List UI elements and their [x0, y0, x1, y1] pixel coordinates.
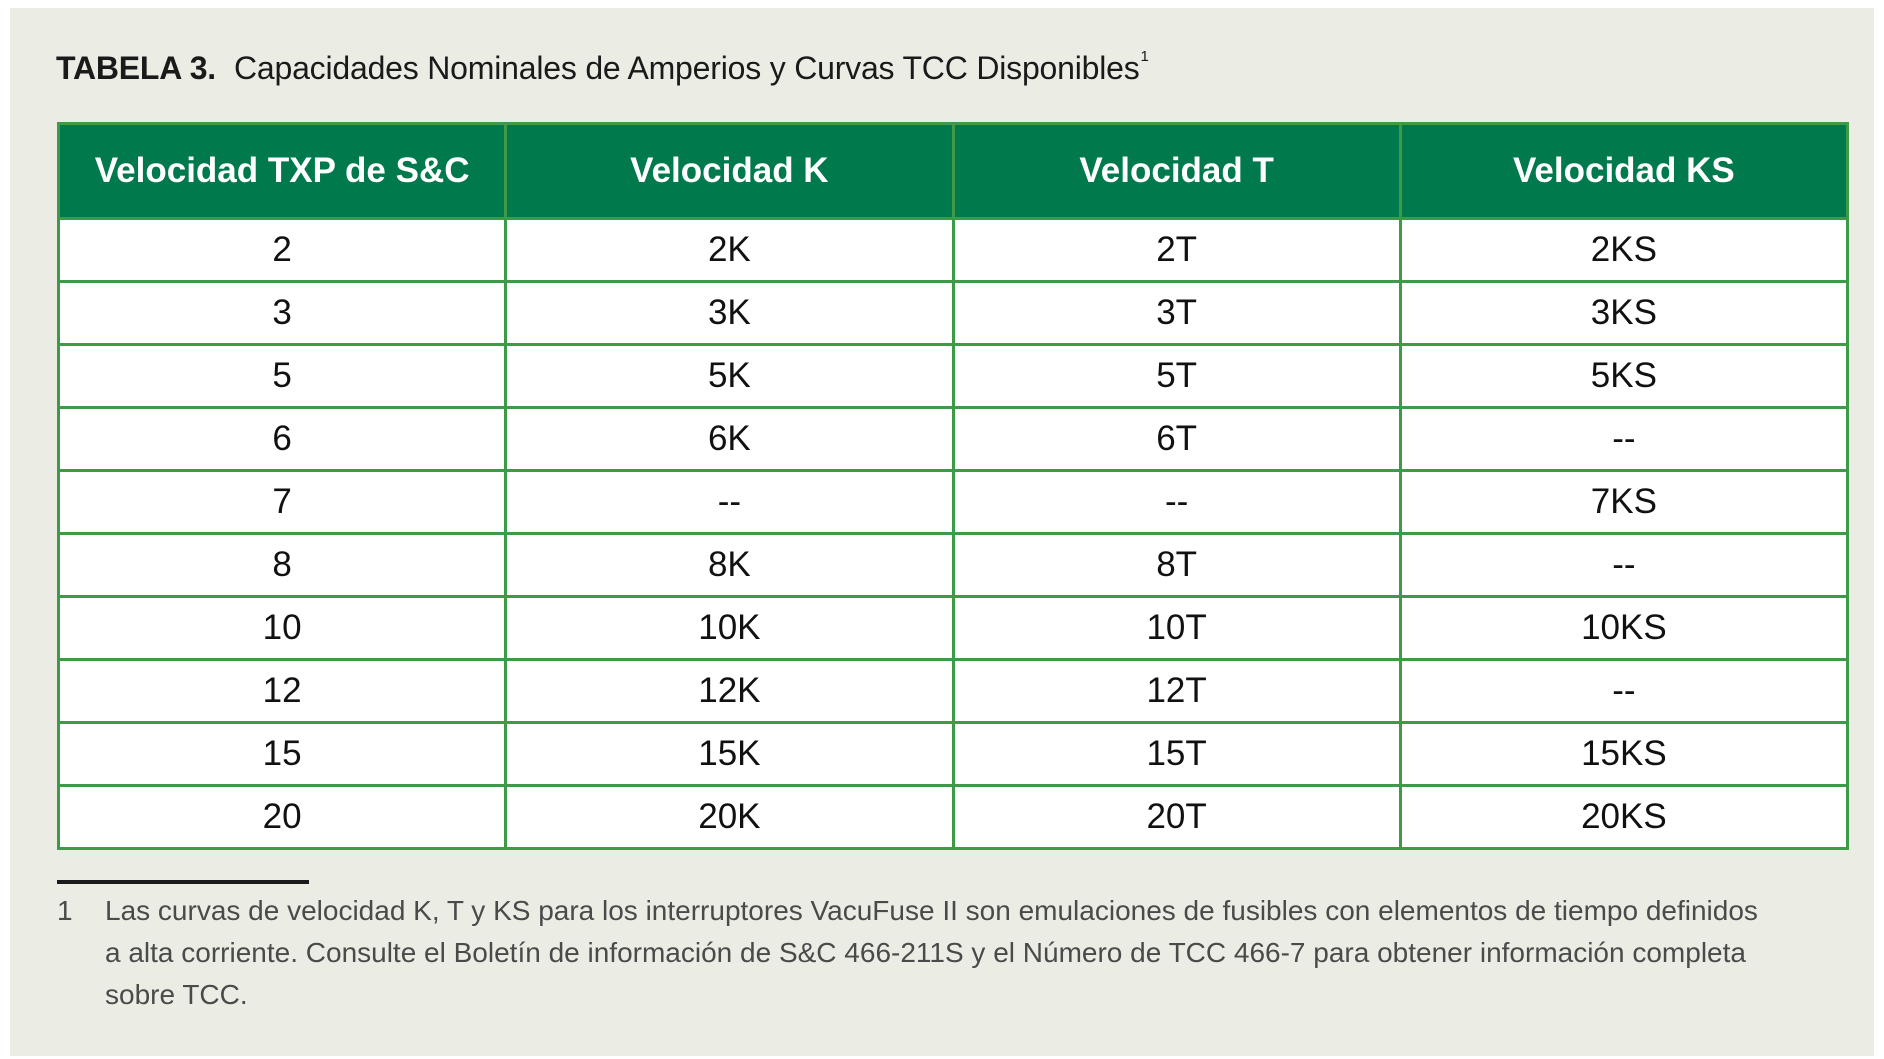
table-cell: 3T	[953, 282, 1400, 345]
table-cell: --	[1400, 408, 1847, 471]
table-caption-text: Capacidades Nominales de Amperios y Curvas TCC Disponibles	[233, 50, 1140, 86]
table-cell: 3K	[506, 282, 953, 345]
ratings-table	[57, 122, 1849, 850]
table-cell: 12	[59, 660, 506, 723]
table-cell: 8T	[953, 534, 1400, 597]
table-cell: 20T	[953, 786, 1400, 849]
table-row	[59, 219, 1848, 282]
table-row	[59, 786, 1848, 849]
header-cell: Velocidad K	[506, 124, 953, 219]
table-cell: 10K	[506, 597, 953, 660]
table-cell: 3	[59, 282, 506, 345]
header-cell: Velocidad KS	[1400, 124, 1847, 219]
table-cell: 6K	[506, 408, 953, 471]
table-cell: 15KS	[1400, 723, 1847, 786]
table-row	[59, 597, 1848, 660]
table-row	[59, 534, 1848, 597]
table-cell: 20K	[506, 786, 953, 849]
table-cell: 10	[59, 597, 506, 660]
table-cell: 15K	[506, 723, 953, 786]
table-cell: 5	[59, 345, 506, 408]
footnote-number: 1	[57, 895, 73, 926]
table-body	[59, 219, 1848, 849]
table-caption-label: TABELA 3.	[56, 50, 216, 86]
table-cell: 12K	[506, 660, 953, 723]
table-cell: 7	[59, 471, 506, 534]
table-cell: 8	[59, 534, 506, 597]
table-cell: 2K	[506, 219, 953, 282]
table-cell: 7KS	[1400, 471, 1847, 534]
table-cell: --	[1400, 660, 1847, 723]
table-cell: 20KS	[1400, 786, 1847, 849]
table-row	[59, 408, 1848, 471]
table-row	[59, 345, 1848, 408]
table-cell: 8K	[506, 534, 953, 597]
footnote-reference: 1	[1140, 48, 1149, 65]
table-cell: 15T	[953, 723, 1400, 786]
table-cell: --	[1400, 534, 1847, 597]
footnote-text: Las curvas de velocidad K, T y KS para los interruptores VacuFuse II son emulaciones de fusibles con elementos de tiempo definidos a alta corriente. Consulte el Boletín de información de S&C 466-211S y el Número de TCC 466-7 para obtener información completa sobre TCC.	[105, 895, 1758, 1010]
table-cell: 5KS	[1400, 345, 1847, 408]
table-cell: 2	[59, 219, 506, 282]
header-cell: Velocidad TXP de S&C	[59, 124, 506, 219]
table-cell: 10T	[953, 597, 1400, 660]
table-cell: 6T	[953, 408, 1400, 471]
table-cell: --	[953, 471, 1400, 534]
table-cell: 10KS	[1400, 597, 1847, 660]
footnote	[57, 890, 1777, 1016]
table-row	[59, 282, 1848, 345]
table-row	[59, 723, 1848, 786]
table-row	[59, 660, 1848, 723]
table-cell: 5K	[506, 345, 953, 408]
table-cell: 5T	[953, 345, 1400, 408]
table-cell: 15	[59, 723, 506, 786]
table-caption	[56, 50, 1149, 87]
table-cell: --	[506, 471, 953, 534]
table-row	[59, 471, 1848, 534]
table-cell: 20	[59, 786, 506, 849]
table-cell: 6	[59, 408, 506, 471]
header-row	[59, 124, 1848, 219]
table-cell: 2KS	[1400, 219, 1847, 282]
header-cell: Velocidad T	[953, 124, 1400, 219]
table-cell: 2T	[953, 219, 1400, 282]
table-cell: 12T	[953, 660, 1400, 723]
footnote-divider	[57, 880, 309, 884]
table-cell: 3KS	[1400, 282, 1847, 345]
